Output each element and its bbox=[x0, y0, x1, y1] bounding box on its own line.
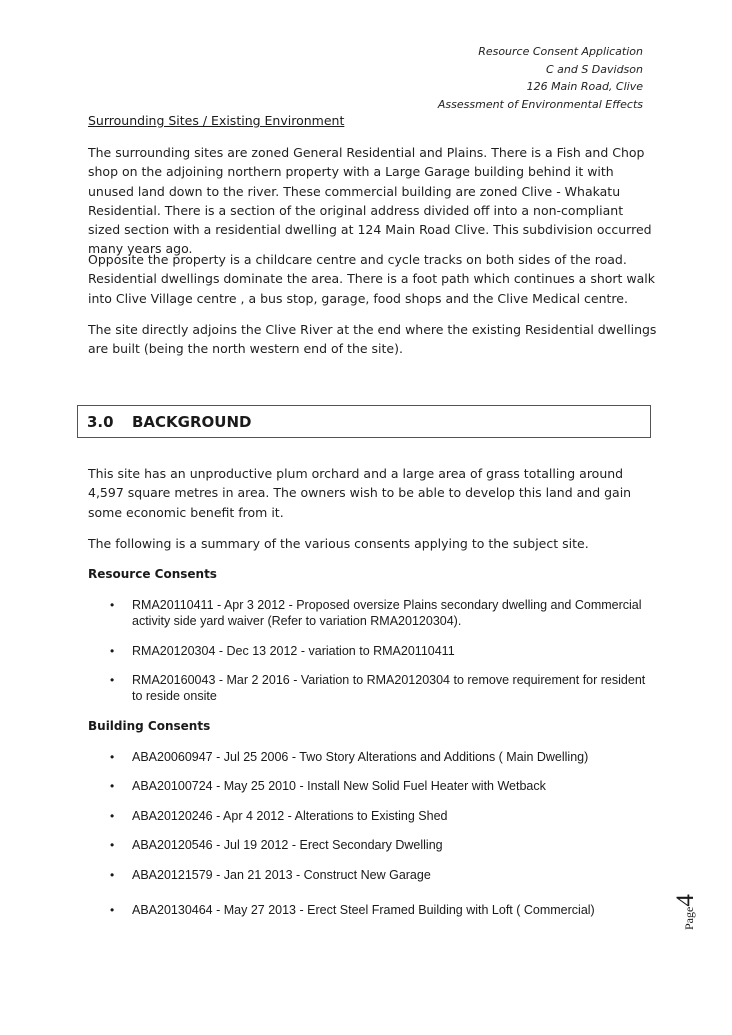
resource-consent-item bbox=[110, 597, 650, 629]
building-consent-item bbox=[110, 867, 650, 883]
building-consent-item bbox=[110, 808, 650, 824]
building-consent-text: ABA20121579 - Jan 21 2013 - Construct New Garage bbox=[132, 868, 431, 882]
document-header bbox=[438, 43, 643, 113]
building-consent-item bbox=[110, 778, 650, 794]
bullet-icon: • bbox=[110, 903, 115, 917]
page-label: Page bbox=[682, 906, 696, 930]
bullet-icon: • bbox=[110, 868, 115, 882]
building-consent-text: ABA20130464 - May 27 2013 - Erect Steel Framed Building with Loft ( Commercial) bbox=[132, 903, 595, 917]
surrounding-paragraph-3: The site directly adjoins the Clive River at the end where the existing Residential dwellings are built (being the north western end of the site). bbox=[88, 322, 657, 357]
bullet-icon: • bbox=[110, 779, 115, 793]
header-line-address: 126 Main Road, Clive bbox=[526, 80, 643, 93]
building-consent-item bbox=[110, 749, 650, 765]
building-consent-text: ABA20060947 - Jul 25 2006 - Two Story Alterations and Additions ( Main Dwelling) bbox=[132, 750, 589, 764]
building-consent-text: ABA20120246 - Apr 4 2012 - Alterations to Existing Shed bbox=[132, 809, 448, 823]
resource-consent-text: RMA20110411 - Apr 3 2012 - Proposed oversize Plains secondary dwelling and Commercial activity side yard waiver (Refer to variation RMA20120304). bbox=[132, 598, 642, 628]
building-consent-text: ABA20100724 - May 25 2010 - Install New Solid Fuel Heater with Wetback bbox=[132, 779, 546, 793]
bullet-icon: • bbox=[110, 838, 115, 852]
building-consent-item bbox=[110, 837, 650, 853]
background-paragraph-1: This site has an unproductive plum orchard and a large area of grass totalling around 4,597 square metres in area. The owners wish to be able to develop this land and gain some economic benefit from it. bbox=[88, 466, 632, 520]
bullet-icon: • bbox=[110, 644, 115, 658]
bullet-icon: • bbox=[110, 598, 115, 612]
building-consent-item bbox=[110, 902, 650, 918]
bullet-icon: • bbox=[110, 750, 115, 764]
resource-consent-item bbox=[110, 643, 650, 659]
surrounding-sites-heading: Surrounding Sites / Existing Environment bbox=[88, 113, 345, 128]
resource-consents-heading: Resource Consents bbox=[88, 567, 217, 581]
bullet-icon: • bbox=[110, 673, 115, 687]
page-number bbox=[672, 878, 702, 930]
header-line-applicant: C and S Davidson bbox=[545, 62, 643, 76]
background-paragraph-2: The following is a summary of the various consents applying to the subject site. bbox=[88, 536, 589, 551]
resource-consent-text: RMA20120304 - Dec 13 2012 - variation to RMA20110411 bbox=[132, 644, 455, 658]
page-number-value: 4 bbox=[672, 894, 699, 907]
section-title: BACKGROUND bbox=[132, 412, 252, 431]
building-consents-heading: Building Consents bbox=[88, 719, 211, 733]
section-heading-box bbox=[77, 405, 651, 438]
section-number: 3.0 bbox=[87, 412, 114, 431]
header-line-subtitle: Assessment of Environmental Effects bbox=[437, 97, 643, 111]
resource-consent-item bbox=[110, 672, 650, 704]
surrounding-paragraph-2: Opposite the property is a childcare centre and cycle tracks on both sides of the road. Residential dwellings dominate the area. There is a foot path which continues a short walk into Clive Village centre , a bus stop, garage, food shops and the Clive Medical centre. bbox=[88, 252, 656, 306]
bullet-icon: • bbox=[110, 809, 115, 823]
resource-consent-text: RMA20160043 - Mar 2 2016 - Variation to RMA20120304 to remove requirement for resident to reside onsite bbox=[132, 673, 646, 703]
header-line-title: Resource Consent Application bbox=[478, 45, 643, 58]
building-consent-text: ABA20120546 - Jul 19 2012 - Erect Secondary Dwelling bbox=[132, 838, 443, 852]
surrounding-paragraph-1: The surrounding sites are zoned General Residential and Plains. There is a Fish and Chop shop on the adjoining northern property with a Large Garage building behind it with unused land down to the river. These commercial building are zoned Clive - Whakatu Residential. There is a section of the original address divided off into a non-compliant sized section with a residential dwelling at 124 Main Road Clive. This subdivision occurred many years ago. bbox=[88, 145, 652, 257]
